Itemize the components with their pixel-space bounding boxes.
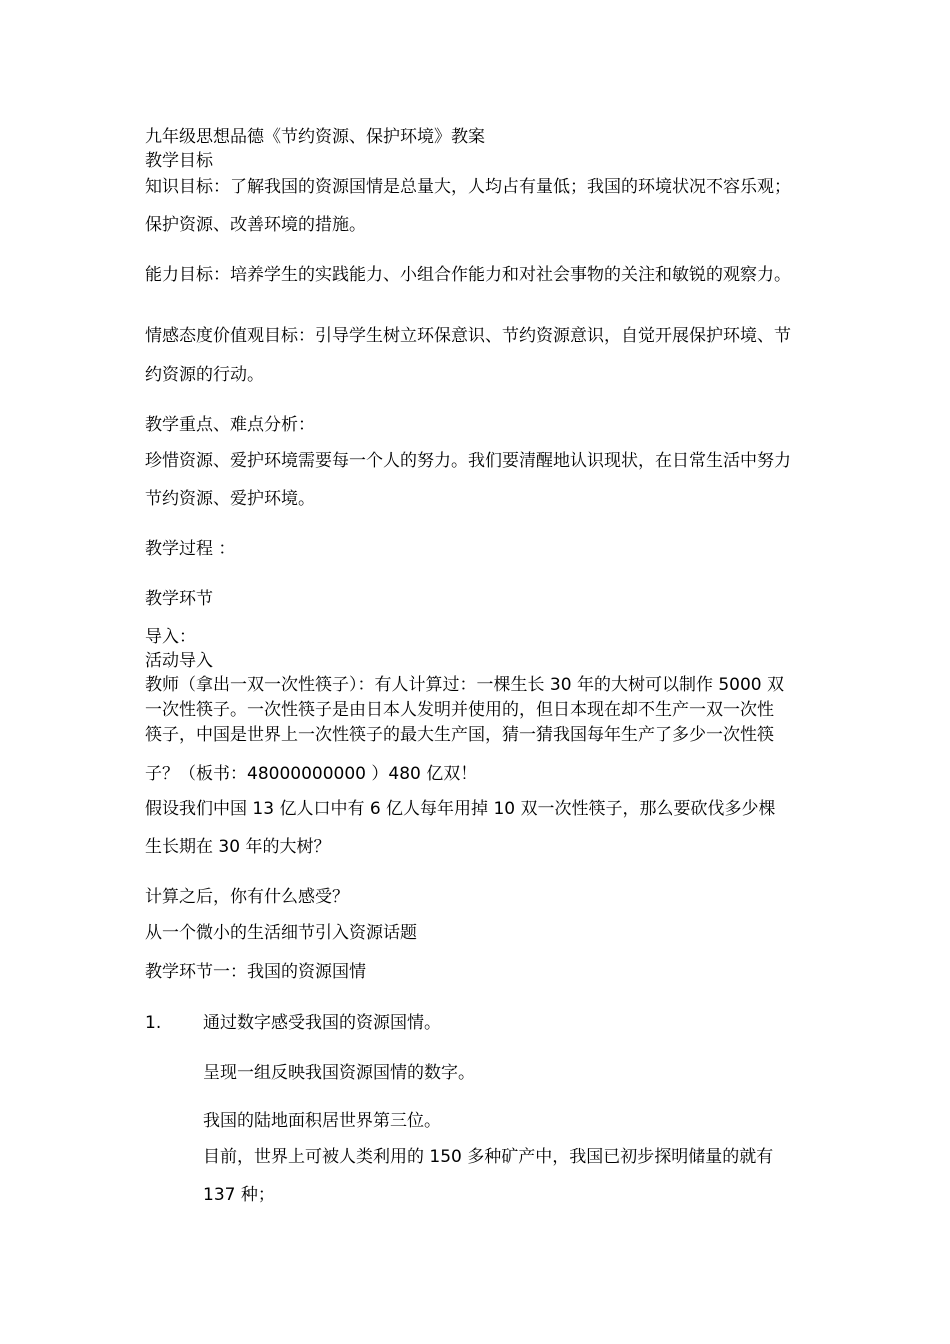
stage-one-heading: 教学环节一：我国的资源国情 bbox=[145, 962, 366, 982]
feeling-question: 计算之后，你有什么感受？ bbox=[145, 887, 349, 907]
teacher-line: 一次性筷子。一次性筷子是由日本人发明并使用的，但日本现在却不生产一双一次性 bbox=[145, 700, 774, 720]
list-sub-item: 137 种； bbox=[203, 1185, 275, 1205]
list-sub-item: 目前，世界上可被人类利用的 150 多种矿产中，我国已初步探明储量的就有 bbox=[203, 1147, 774, 1167]
keypoints-line: 节约资源、爱护环境。 bbox=[145, 489, 315, 509]
ability-goal: 能力目标：培养学生的实践能力、小组合作能力和对社会事物的关注和敏锐的观察力。 bbox=[145, 265, 791, 285]
keypoints-heading: 教学重点、难点分析： bbox=[145, 415, 315, 435]
stage-heading: 教学环节 bbox=[145, 589, 213, 609]
knowledge-goal-line: 保护资源、改善环境的措施。 bbox=[145, 215, 366, 235]
suppose-line: 生长期在 30 年的大树？ bbox=[145, 837, 331, 857]
document-title: 九年级思想品德《节约资源、保护环境》教案 bbox=[145, 127, 485, 147]
list-sub-item: 我国的陆地面积居世界第三位。 bbox=[203, 1111, 441, 1131]
teacher-line: 子？（板书：48000000000 ）480 亿双！ bbox=[145, 764, 478, 784]
attitude-goal-line: 约资源的行动。 bbox=[145, 365, 264, 385]
list-item-text: 通过数字感受我国的资源国情。 bbox=[203, 1013, 441, 1033]
teacher-line: 教师（拿出一双一次性筷子）：有人计算过：一棵生长 30 年的大树可以制作 5000 双 bbox=[145, 675, 785, 695]
attitude-goal-line: 情感态度价值观目标：引导学生树立环保意识、节约资源意识，自觉开展保护环境、节 bbox=[145, 326, 791, 346]
topic-intro: 从一个微小的生活细节引入资源话题 bbox=[145, 923, 417, 943]
teacher-line: 筷子，中国是世界上一次性筷子的最大生产国，猜一猜我国每年生产了多少一次性筷 bbox=[145, 725, 774, 745]
goals-heading: 教学目标 bbox=[145, 151, 213, 171]
knowledge-goal-line: 知识目标：了解我国的资源国情是总量大，人均占有量低；我国的环境状况不容乐观； bbox=[145, 177, 791, 197]
list-number: 1. bbox=[145, 1013, 162, 1033]
list-sub-item: 呈现一组反映我国资源国情的数字。 bbox=[203, 1063, 475, 1083]
process-heading: 教学过程 ： bbox=[145, 539, 236, 559]
intro-label: 导入： bbox=[145, 627, 196, 647]
activity-intro: 活动导入 bbox=[145, 651, 213, 671]
suppose-line: 假设我们中国 13 亿人口中有 6 亿人每年用掉 10 双一次性筷子，那么要砍伐多少棵 bbox=[145, 799, 776, 819]
keypoints-line: 珍惜资源、爱护环境需要每一个人的努力。我们要清醒地认识现状，在日常生活中努力 bbox=[145, 451, 791, 471]
